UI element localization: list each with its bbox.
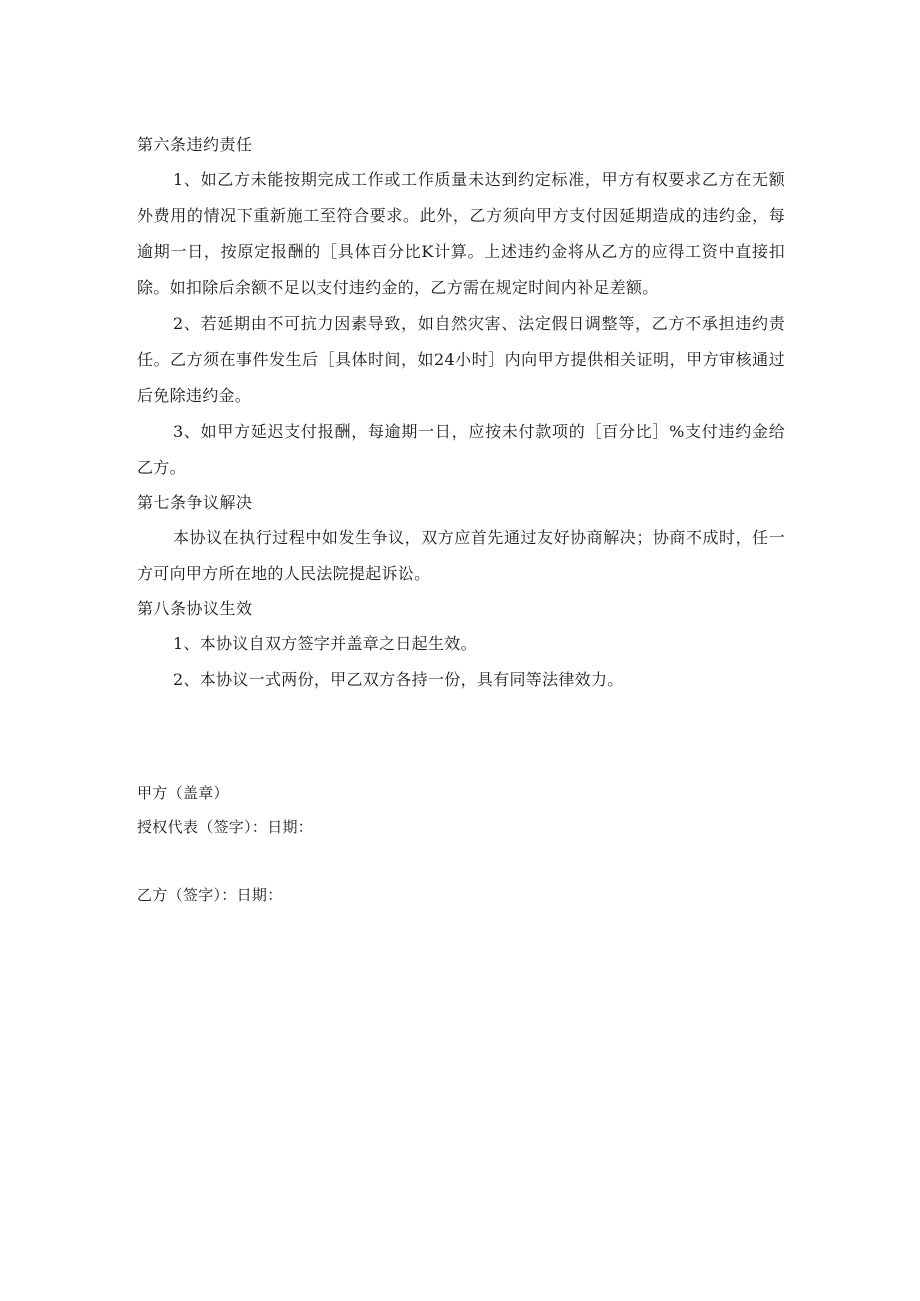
spacer bbox=[137, 844, 785, 878]
article-6-clause-3: 3、如甲方延迟支付报酬，每逾期一日，应按未付款项的［百分比］%支付违约金给乙方。 bbox=[137, 422, 785, 477]
article-6-title: 第六条违约责任 bbox=[137, 135, 253, 154]
article-8-title: 第八条协议生效 bbox=[137, 599, 253, 618]
party-a-seal-line: 甲方（盖章） bbox=[137, 784, 229, 802]
article-6-clause-2: 2、若延期由不可抗力因素导致，如自然灾害、法定假日调整等，乙方不承担违约责任。乙方须在事件发生后［具体时间，如24小时］内向甲方提供相关证明，甲方审核通过后免除违约金。 bbox=[137, 314, 785, 405]
article-8-clause-1: 1、本协议自双方签字并盖章之日起生效。 bbox=[173, 634, 477, 653]
article-8-clause-2: 2、本协议一式两份，甲乙双方各持一份，具有同等法律效力。 bbox=[173, 670, 624, 689]
party-a-representative-line: 授权代表（签字）：日期： bbox=[137, 818, 314, 836]
article-7-title: 第七条争议解决 bbox=[137, 493, 253, 512]
document-body bbox=[137, 128, 785, 912]
article-7-clause-1: 本协议在执行过程中如发生争议，双方应首先通过友好协商解决；协商不成时，任一方可向甲方所在地的人民法院提起诉讼。 bbox=[137, 528, 785, 583]
spacer bbox=[137, 698, 785, 776]
party-b-signature-line: 乙方（签字）：日期： bbox=[137, 886, 283, 904]
article-6-clause-1: 1、如乙方未能按期完成工作或工作质量未达到约定标准，甲方有权要求乙方在无额外费用的情况下重新施工至符合要求。此外，乙方须向甲方支付因延期造成的违约金，每逾期一日，按原定报酬的［具体百分比K计算。上述违约金将从乙方的应得工资中直接扣除。如扣除后余额不足以支付违约金的，乙方需在规定时间内补足差额。 bbox=[137, 170, 785, 297]
